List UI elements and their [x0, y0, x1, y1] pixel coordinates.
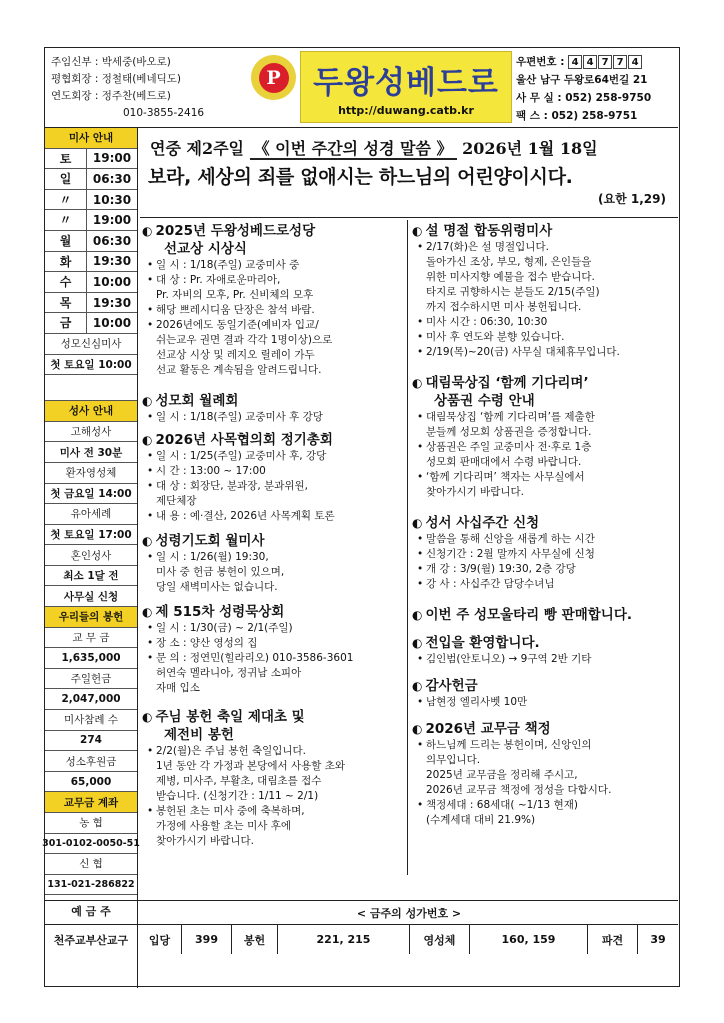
notice-text: 해당 쁘레시디움 단장은 참석 바람.: [156, 304, 315, 316]
mass-time: 19:30: [92, 254, 132, 269]
notice-title-line2: 제전비 봉헌: [164, 727, 234, 743]
mass-time: 10:00: [92, 274, 132, 289]
verse-reference: (요한 1,29): [598, 192, 666, 206]
notice-bullet-item: [412, 315, 678, 330]
sacrament-item: 사무실 신청: [45, 586, 137, 607]
tithe-label: 교 무 금: [45, 628, 137, 649]
notice-title-text: 성모회 월례회: [155, 393, 239, 409]
notice-text: 문 의 : 정연민(힐라리오) 010-3586-3601: [156, 652, 354, 664]
sacrament-item: 환자영성체: [45, 463, 137, 484]
mass-row: [45, 252, 137, 273]
notice-section: [142, 603, 407, 696]
bullet-dot-icon: •: [147, 745, 154, 757]
notice-text: 2/2(월)은 주님 봉헌 축일입니다.: [156, 745, 307, 757]
mass-row: [45, 190, 137, 211]
bullet-dot-icon: •: [417, 346, 424, 358]
notice-title: [142, 603, 407, 621]
office-phone: 사 무 실 : 052) 258-9750: [516, 92, 652, 104]
half-circle-bullet-icon: ◐: [412, 376, 423, 390]
notice-continuation: [142, 759, 407, 774]
notice-bullet-item: [412, 330, 678, 345]
account-number: 131-021-286822: [45, 875, 137, 896]
notice-text: 까지 접수하시면 미사 봉헌됩니다.: [426, 301, 582, 313]
word-title: 《 이번 주간의 성경 말씀 》: [250, 139, 457, 160]
notice-text: 개 강 : 3/9(월) 19:30, 2층 강당: [426, 563, 576, 575]
entrance-hymn: 399: [182, 925, 232, 954]
notice-title-text: 이번 주 성모울타리 빵 판매합니다.: [425, 607, 632, 623]
notice-bullet-item: [142, 804, 407, 819]
bullet-dot-icon: •: [417, 563, 424, 575]
notice-title: [142, 222, 407, 240]
notice-continuation: [412, 425, 678, 440]
notice-continuation: [412, 270, 678, 285]
attendance-value: 274: [45, 731, 137, 752]
bullet-dot-icon: •: [417, 471, 424, 483]
notice-text: 말씀을 통해 신앙을 새롭게 하는 시간: [426, 533, 595, 545]
half-circle-bullet-icon: ◐: [142, 534, 153, 548]
bullet-dot-icon: •: [417, 316, 424, 328]
communion-hymn: 160, 159: [470, 925, 588, 954]
half-circle-bullet-icon: ◐: [142, 433, 153, 447]
bullet-dot-icon: •: [417, 739, 424, 751]
deposit-owner-label: 예 금 주: [45, 905, 138, 925]
notice-text: 대 상 : Pr. 자애로운마리아,: [156, 274, 281, 286]
bullet-dot-icon: •: [147, 274, 154, 286]
notice-bullet-item: [142, 636, 407, 651]
notice-bullet-item: [142, 744, 407, 759]
notice-title-line2: 선교상 시상식: [164, 241, 247, 257]
zip-digit: 4: [583, 55, 597, 69]
vocation-support-label: 성소후원금: [45, 751, 137, 772]
notice-title: [142, 392, 407, 410]
masthead-line: [150, 136, 598, 159]
notice-title: [142, 708, 407, 726]
notice-text: 1년 동안 각 가정과 본당에서 사용할 초와: [156, 760, 345, 772]
notice-title: [412, 677, 678, 695]
half-circle-bullet-icon: ◐: [412, 636, 423, 650]
bullet-dot-icon: •: [417, 533, 424, 545]
notice-text: 일 시 : 1/25(주일) 교중미사 후, 강당: [156, 450, 327, 462]
bullet-dot-icon: •: [147, 450, 154, 462]
account-number: 301-0102-0050-51: [45, 834, 137, 855]
half-circle-bullet-icon: ◐: [142, 710, 153, 724]
notice-text: 일 시 : 1/18(주일) 교중미사 후 강당: [156, 411, 323, 423]
mass-time: 06:30: [92, 233, 132, 248]
notice-section: [412, 634, 678, 667]
notice-bullet-item: [142, 258, 407, 273]
attendance-label: 미사참례 수: [45, 710, 137, 731]
mass-row: [45, 313, 137, 334]
notice-text: 허연숙 멜라니아, 정귀남 소피아: [156, 667, 302, 679]
notice-text: 남현정 엘리사벳 10만: [426, 696, 528, 708]
half-circle-bullet-icon: ◐: [412, 224, 423, 238]
notice-section: [142, 222, 407, 378]
notice-bullet-item: [142, 318, 407, 333]
notice-text: 가정에 사용할 초는 미사 후에: [156, 820, 292, 832]
notice-section: [412, 720, 678, 828]
notice-continuation: [142, 580, 407, 595]
notice-title: [142, 431, 407, 449]
pastor: 주임신부 : 박세중(바오로): [51, 56, 171, 68]
notice-title: [412, 374, 678, 392]
zip-digit: 7: [613, 55, 627, 69]
mass-day: 목: [45, 293, 87, 313]
notice-text: 성모회 판매대에서 수령 바랍니다.: [426, 456, 582, 468]
notice-text: 장 소 : 양산 영성의 집: [156, 637, 258, 649]
zip-digit: 4: [568, 55, 582, 69]
bullet-dot-icon: •: [417, 241, 424, 253]
logo-letter: P: [259, 63, 289, 93]
notice-text: 돌아가신 조상, 부모, 형제, 은인들을: [426, 256, 592, 268]
notice-bullet-item: [142, 273, 407, 288]
bullet-dot-icon: •: [417, 441, 424, 453]
mass-time: 10:00: [92, 316, 132, 331]
notice-section: [412, 606, 678, 624]
liturgical-week: 연중 제2주일: [150, 139, 244, 158]
bullet-dot-icon: •: [147, 622, 154, 634]
notice-continuation: [142, 565, 407, 580]
bullet-dot-icon: •: [147, 411, 154, 423]
sidebar: [42, 128, 140, 988]
notice-text: 선교상 시상 및 레지오 릴레이 가두: [156, 349, 315, 361]
notice-continuation: [142, 288, 407, 303]
bullet-dot-icon: •: [147, 551, 154, 563]
mass-day: 〃: [45, 190, 87, 210]
notice-bullet-item: [412, 652, 678, 667]
notice-title-text: 2026년 사목협의회 정기총회: [155, 432, 333, 448]
notice-continuation: [412, 753, 678, 768]
bullet-dot-icon: •: [417, 411, 424, 423]
notice-title-line2: 상품권 수령 안내: [434, 393, 535, 409]
account-owner: 천주교부산교구: [45, 925, 138, 954]
zip-row: [516, 53, 651, 71]
sacrament-item: 첫 금요일 14:00: [45, 484, 137, 505]
gospel-verse: 보라, 세상의 죄를 없애시는 하느님의 어린양이시다.: [148, 166, 573, 188]
notice-title-text: 2025년 두왕성베드로성당: [155, 223, 316, 239]
sacrament-item: 최소 1달 전: [45, 566, 137, 587]
notice-text: 2/17(화)은 설 명절입니다.: [426, 241, 549, 253]
mass-row: [45, 149, 137, 170]
notice-text: 2/19(목)~20(금) 사무실 대체휴무입니다.: [426, 346, 620, 358]
notice-bullet-item: [412, 547, 678, 562]
bullet-dot-icon: •: [147, 805, 154, 817]
zip-digit: 7: [598, 55, 612, 69]
notice-text: 받습니다. (신청기간 : 1/11 ~ 2/1): [156, 790, 319, 802]
header-staff: [51, 54, 204, 122]
notice-section: [142, 392, 407, 425]
notice-text: 찾아가시기 바랍니다.: [156, 835, 254, 847]
notice-title: [412, 514, 678, 532]
notice-text: 대림묵상집 ‘함께 기다리며’를 제출한: [426, 411, 595, 423]
parish-title: 두왕성베드로: [313, 65, 499, 101]
notice-continuation: [412, 485, 678, 500]
council-president: 평협회장 : 정철태(베네딕도): [51, 73, 181, 85]
notice-text: 상품권은 주일 교중미사 전·후로 1층: [426, 441, 592, 453]
sacrament-item: 첫 토요일 17:00: [45, 525, 137, 546]
notice-continuation: [412, 768, 678, 783]
mass-time: 19:00: [92, 151, 132, 166]
zip-digit: 4: [628, 55, 642, 69]
half-circle-bullet-icon: ◐: [142, 605, 153, 619]
notice-text: 미사 중 헌금 봉헌이 있으며,: [156, 566, 285, 578]
notice-bullet-item: [412, 345, 678, 360]
notice-section: [142, 532, 407, 595]
notice-text: 신청기간 : 2월 말까지 사무실에 신청: [426, 548, 595, 560]
bullet-dot-icon: •: [147, 637, 154, 649]
notice-text: 하느님께 드리는 봉헌이며, 신앙인의: [426, 739, 592, 751]
notice-title-text: 성령기도회 월미사: [155, 533, 265, 549]
notice-text: 2026년에도 동일기준(예비자 입교/: [156, 319, 319, 331]
notice-bullet-item: [412, 562, 678, 577]
hymn-title: < 금주의 성가번호 >: [356, 907, 462, 920]
notice-text: ‘함께 기다리며’ 책자는 사무실에서: [426, 471, 585, 483]
notice-bullet-item: [142, 621, 407, 636]
mass-day: 일: [45, 169, 87, 189]
notice-text: 강 사 : 사십주간 담당수녀님: [426, 578, 555, 590]
notice-text: 쉬는교우 권면 결과 각각 1명이상)으로: [156, 334, 333, 346]
notice-text: 2025년 교무금을 정리해 주시고,: [426, 769, 578, 781]
notice-continuation: [142, 363, 407, 378]
notice-continuation: [142, 834, 407, 849]
notice-title-text: 감사헌금: [425, 678, 478, 694]
notice-title: [142, 532, 407, 550]
offering-title: 우리들의 봉헌: [45, 607, 137, 628]
notice-title: [412, 720, 678, 738]
bulletin-frame: [44, 47, 680, 987]
notice-text: 김인범(안토니오) → 9구역 2반 기타: [426, 653, 592, 665]
bullet-dot-icon: •: [147, 510, 154, 522]
half-circle-bullet-icon: ◐: [412, 608, 423, 622]
sacrament-item: 고해성사: [45, 422, 137, 443]
notice-bullet-item: [142, 651, 407, 666]
bullet-dot-icon: •: [147, 480, 154, 492]
notice-text: 봉헌된 초는 미사 중에 축복하며,: [156, 805, 305, 817]
notice-text: 미사 후 연도와 분향 있습니다.: [426, 331, 565, 343]
mass-time: 06:30: [92, 171, 132, 186]
notice-continuation: [412, 300, 678, 315]
notice-text: 선교 활동은 계속됨을 알려드립니다.: [156, 364, 322, 376]
notice-continuation: [412, 455, 678, 470]
footer-hymn-header: [45, 900, 678, 924]
sidebar-spacer: [45, 375, 137, 401]
account-title: 교무금 계좌: [45, 792, 137, 813]
notice-section: [412, 374, 678, 500]
bullet-dot-icon: •: [417, 799, 424, 811]
notice-bullet-item: [142, 464, 407, 479]
entrance-label: 입당: [138, 925, 182, 954]
mass-time: 19:30: [92, 295, 132, 310]
bank-name: 농 협: [45, 813, 137, 834]
bullet-dot-icon: •: [147, 465, 154, 477]
bullet-dot-icon: •: [417, 331, 424, 343]
right-column: [410, 220, 678, 828]
recessional-hymn: 39: [650, 933, 666, 946]
sacrament-guide-title: 성사 안내: [45, 401, 137, 422]
notice-text: 일 시 : 1/18(주일) 교중미사 중: [156, 259, 300, 271]
recessional-label: 파견: [588, 925, 638, 954]
notice-text: 자매 입소: [156, 682, 200, 694]
notice-bullet-item: [412, 798, 678, 813]
mass-day: 화: [45, 252, 87, 272]
mass-time: 10:30: [92, 192, 132, 207]
notice-bullet-item: [412, 577, 678, 592]
mother-mass-label: 성모신심미사: [45, 334, 137, 355]
address: 울산 남구 두왕로64번길 21: [516, 74, 648, 86]
notice-bullet-item: [142, 479, 407, 494]
notice-bullet-item: [412, 440, 678, 455]
sacrament-item: 미사 전 30분: [45, 442, 137, 463]
notice-title: [412, 606, 678, 624]
zip-label: 우편번호 :: [516, 56, 565, 68]
notice-bullet-item: [412, 532, 678, 547]
notice-text: Pr. 자비의 모후, Pr. 신비체의 모후: [156, 289, 314, 301]
bullet-dot-icon: •: [147, 319, 154, 331]
sacrament-item: 혼인성사: [45, 545, 137, 566]
notice-bullet-item: [142, 410, 407, 425]
notice-section: [412, 222, 678, 360]
offertory-label: 봉헌: [232, 925, 278, 954]
vocation-support-value: 65,000: [45, 772, 137, 793]
half-circle-bullet-icon: ◐: [412, 516, 423, 530]
notice-continuation: [142, 681, 407, 696]
notice-continuation: [412, 285, 678, 300]
notice-text: 내 용 : 예·결산, 2026년 사목계획 토론: [156, 510, 335, 522]
notice-text: 당일 새벽미사는 없습니다.: [156, 581, 278, 593]
notice-section: [142, 708, 407, 849]
mass-day: 〃: [45, 210, 87, 230]
mass-row: [45, 210, 137, 231]
bullet-dot-icon: •: [417, 696, 424, 708]
notice-text: 책정세대 : 68세대( ~1/13 현재): [426, 799, 578, 811]
notice-title-text: 제 515차 성령묵상회: [155, 604, 285, 620]
notice-text: 일 시 : 1/26(월) 19:30,: [156, 551, 269, 563]
bulletin-header: [45, 48, 678, 128]
mass-row: [45, 293, 137, 314]
notice-bullet-item: [142, 550, 407, 565]
bullet-dot-icon: •: [417, 548, 424, 560]
main-content: [140, 128, 678, 847]
half-circle-bullet-icon: ◐: [412, 722, 423, 736]
notice-text: 의무입니다.: [426, 754, 481, 766]
mass-day: 토: [45, 149, 87, 169]
notice-section: [412, 677, 678, 710]
notice-continuation: [142, 666, 407, 681]
notice-title-text: 설 명절 합동위령미사: [425, 223, 553, 239]
mass-day: 수: [45, 272, 87, 292]
half-circle-bullet-icon: ◐: [412, 679, 423, 693]
notice-continuation: [412, 813, 678, 828]
sunday-offering-label: 주일헌금: [45, 669, 137, 690]
parish-url[interactable]: http://duwang.catb.kr: [338, 104, 474, 117]
fax-number: 팩 스 : 052) 258-9751: [516, 110, 638, 122]
notice-bullet-item: [412, 240, 678, 255]
masthead: [140, 128, 678, 218]
mass-row: [45, 231, 137, 252]
communion-label: 영성체: [410, 925, 470, 954]
notice-bullet-item: [142, 509, 407, 524]
notice-title-text: 주님 봉헌 축일 제대초 및: [155, 709, 305, 725]
notice-title-text: 2026년 교무금 책정: [425, 721, 551, 737]
notice-continuation: [142, 348, 407, 363]
mass-time: 19:00: [92, 213, 132, 228]
half-circle-bullet-icon: ◐: [142, 394, 153, 408]
bank-name: 신 협: [45, 854, 137, 875]
parish-logo-icon: [251, 55, 296, 100]
notice-continuation: [142, 774, 407, 789]
bullet-dot-icon: •: [147, 259, 154, 271]
notice-bullet-item: [412, 738, 678, 753]
notice-continuation: [142, 819, 407, 834]
notice-title-text: 대림묵상집 ‘함께 기다리며’: [425, 375, 589, 391]
elder-phone: 010-3855-2416: [123, 107, 205, 119]
sacrament-item: 유아세례: [45, 504, 137, 525]
notice-bullet-item: [412, 695, 678, 710]
notice-text: (수계세대 대비 21.9%): [426, 814, 536, 826]
notice-text: 미사 시간 : 06:30, 10:30: [426, 316, 548, 328]
notice-section: [412, 514, 678, 592]
elder-president: 연도회장 : 정주찬(베드로): [51, 90, 171, 102]
notice-text: 타지로 귀향하시는 분들도 2/15(주일): [426, 286, 600, 298]
notice-text: 대 상 : 회장단, 분과장, 분과위원,: [156, 480, 308, 492]
half-circle-bullet-icon: ◐: [142, 224, 153, 238]
mass-row: [45, 169, 137, 190]
notice-text: 분들께 성모회 상품권을 증정합니다.: [426, 426, 592, 438]
mass-day: 금: [45, 313, 87, 333]
notice-title: [412, 634, 678, 652]
notice-text: 제병, 미사주, 부활초, 대림초를 접수: [156, 775, 322, 787]
offertory-hymn: 221, 215: [278, 925, 410, 954]
bullet-dot-icon: •: [417, 653, 424, 665]
notice-text: 시 간 : 13:00 ~ 17:00: [156, 465, 266, 477]
title-box: [300, 51, 512, 123]
notice-title-text: 전입을 환영합니다.: [425, 635, 540, 651]
notice-section: [142, 431, 407, 524]
mass-guide-title: 미사 안내: [45, 128, 137, 149]
mass-day: 월: [45, 231, 87, 251]
bullet-dot-icon: •: [417, 578, 424, 590]
notice-continuation: [142, 333, 407, 348]
notice-continuation: [142, 494, 407, 509]
header-contact: [516, 53, 651, 125]
notice-bullet-item: [412, 410, 678, 425]
notice-bullet-item: [142, 449, 407, 464]
mother-mass-time: 첫 토요일 10:00: [45, 355, 137, 376]
footer-hymn-row: [45, 924, 678, 954]
notice-text: 일 시 : 1/30(금) ~ 2/1(주일): [156, 622, 293, 634]
bullet-dot-icon: •: [147, 652, 154, 664]
notice-bullet-item: [142, 303, 407, 318]
sunday-offering-value: 2,047,000: [45, 689, 137, 710]
notice-continuation: [412, 783, 678, 798]
notice-bullet-item: [412, 470, 678, 485]
notice-text: 2026년 교무금 책정에 정성을 다합시다.: [426, 784, 612, 796]
bullet-dot-icon: •: [147, 304, 154, 316]
notice-text: 위한 미사지향 예물을 접수 받습니다.: [426, 271, 595, 283]
notice-title: [412, 222, 678, 240]
notice-text: 찾아가시기 바랍니다.: [426, 486, 524, 498]
bulletin-date: 2026년 1월 18일: [462, 139, 598, 158]
tithe-value: 1,635,000: [45, 648, 137, 669]
mass-row: [45, 272, 137, 293]
notice-continuation: [142, 789, 407, 804]
notice-title-text: 성서 사십주간 신청: [425, 515, 540, 531]
notice-text: 제단체장: [156, 495, 197, 507]
left-column: [140, 220, 408, 875]
notice-continuation: [412, 255, 678, 270]
